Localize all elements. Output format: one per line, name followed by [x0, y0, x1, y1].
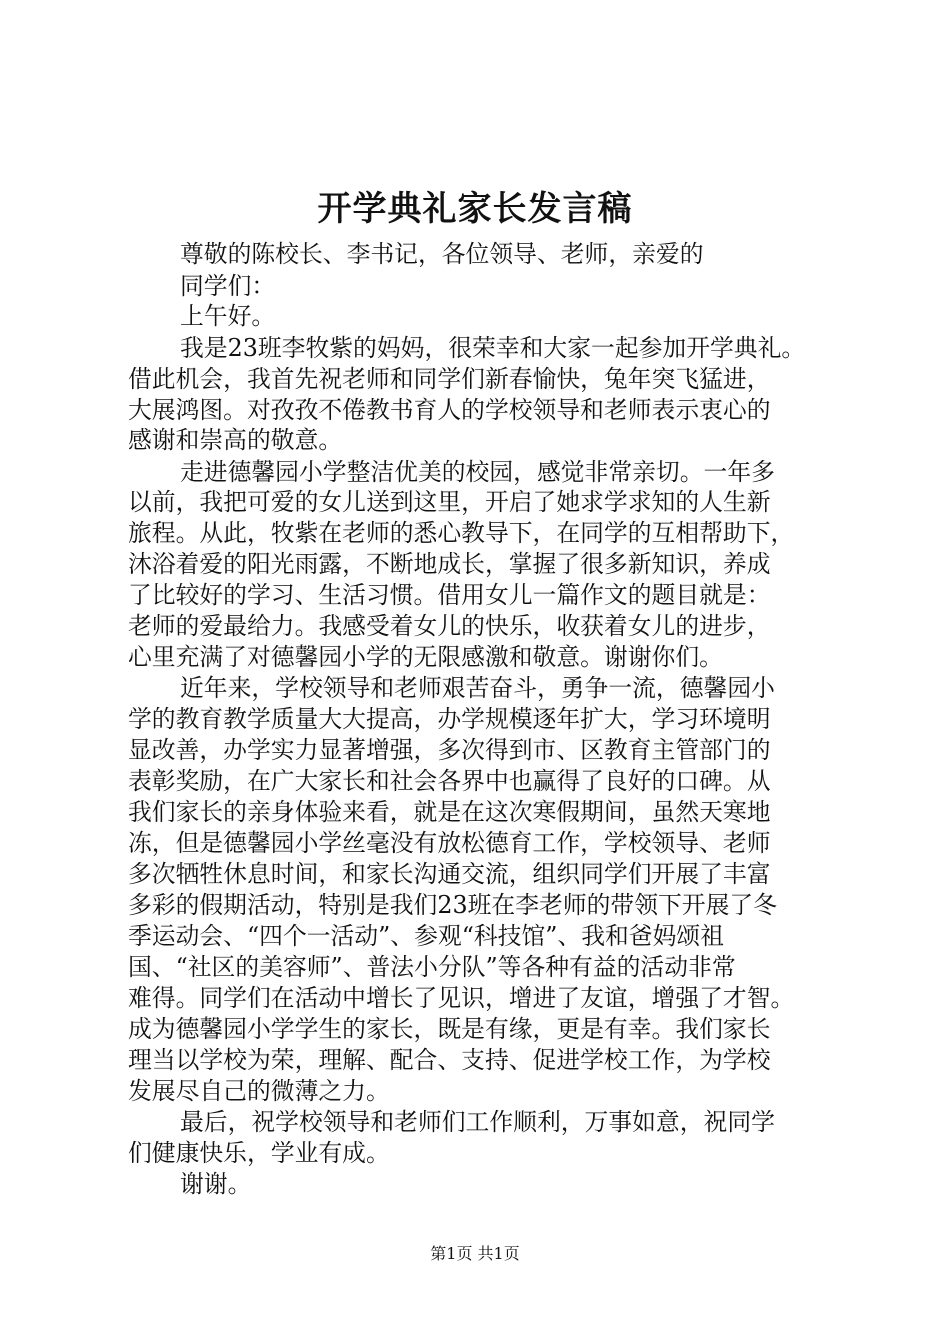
paragraph-line: 显改善，办学实力显著增强，多次得到市、区教育主管部门的: [128, 736, 771, 764]
paragraph-line: 我是23班李牧紫的妈妈，很荣幸和大家一起参加开学典礼。: [180, 334, 806, 362]
paragraph-line: 旅程。从此，牧紫在老师的悉心教导下，在同学的互相帮助下，: [128, 519, 795, 547]
paragraph-line: 最后，祝学校领导和老师们工作顺利，万事如意，祝同学: [180, 1108, 775, 1136]
paragraph-line: 多彩的假期活动，特别是我们23班在李老师的带领下开展了冬: [128, 891, 777, 919]
paragraph-line: 季运动会、“四个一活动”、参观“科技馆”、我和爸妈颂祖: [128, 922, 724, 950]
greeting-line-3: 上午好。: [180, 302, 276, 330]
paragraph-line: 老师的爱最给力。我感受着女儿的快乐，收获着女儿的进步，: [128, 612, 771, 640]
paragraph-line: 了比较好的学习、生活习惯。借用女儿一篇作文的题目就是：: [128, 581, 771, 609]
paragraph-line: 走进德馨园小学整洁优美的校园，感觉非常亲切。一年多: [180, 458, 775, 486]
greeting-line-1: 尊敬的陈校长、李书记，各位领导、老师，亲爱的: [180, 240, 704, 268]
paragraph-line: 成为德馨园小学学生的家长，既是有缘，更是有幸。我们家长: [128, 1015, 771, 1043]
paragraph-line: 我们家长的亲身体验来看，就是在这次寒假期间，虽然天寒地: [128, 798, 771, 826]
document-title: 开学典礼家长发言稿: [317, 189, 633, 229]
paragraph-line: 表彰奖励，在广大家长和社会各界中也赢得了良好的口碑。从: [128, 767, 771, 795]
paragraph-line: 借此机会，我首先祝老师和同学们新春愉快，兔年突飞猛进，: [128, 365, 771, 393]
page-number-footer: 第1页 共1页: [430, 1244, 520, 1263]
paragraph-line: 们健康快乐，学业有成。: [128, 1139, 390, 1167]
paragraph-line: 学的教育教学质量大大提高，办学规模逐年扩大，学习环境明: [128, 705, 771, 733]
paragraph-line: 感谢和崇高的敬意。: [128, 426, 343, 454]
paragraph-line: 以前，我把可爱的女儿送到这里，开启了她求学求知的人生新: [128, 488, 771, 516]
closing-line: 谢谢。: [180, 1170, 252, 1198]
paragraph-line: 近年来，学校领导和老师艰苦奋斗，勇争一流，德馨园小: [180, 674, 775, 702]
paragraph-line: 理当以学校为荣，理解、配合、支持、促进学校工作，为学校: [128, 1046, 771, 1074]
paragraph-line: 心里充满了对德馨园小学的无限感激和敬意。谢谢你们。: [128, 643, 723, 671]
paragraph-line: 大展鸿图。对孜孜不倦教书育人的学校领导和老师表示衷心的: [128, 396, 771, 424]
paragraph-line: 难得。同学们在活动中增长了见识，增进了友谊，增强了才智。: [128, 984, 795, 1012]
paragraph-line: 发展尽自己的微薄之力。: [128, 1077, 390, 1105]
paragraph-line: 沐浴着爱的阳光雨露，不断地成长，掌握了很多新知识，养成: [128, 550, 771, 578]
paragraph-line: 多次牺牲休息时间，和家长沟通交流，组织同学们开展了丰富: [128, 860, 771, 888]
paragraph-line: 冻，但是德馨园小学丝毫没有放松德育工作，学校领导、老师: [128, 829, 771, 857]
greeting-line-2: 同学们：: [180, 272, 276, 300]
paragraph-line: 国、“社区的美容师”、普法小分队”等各种有益的活动非常: [128, 953, 736, 981]
